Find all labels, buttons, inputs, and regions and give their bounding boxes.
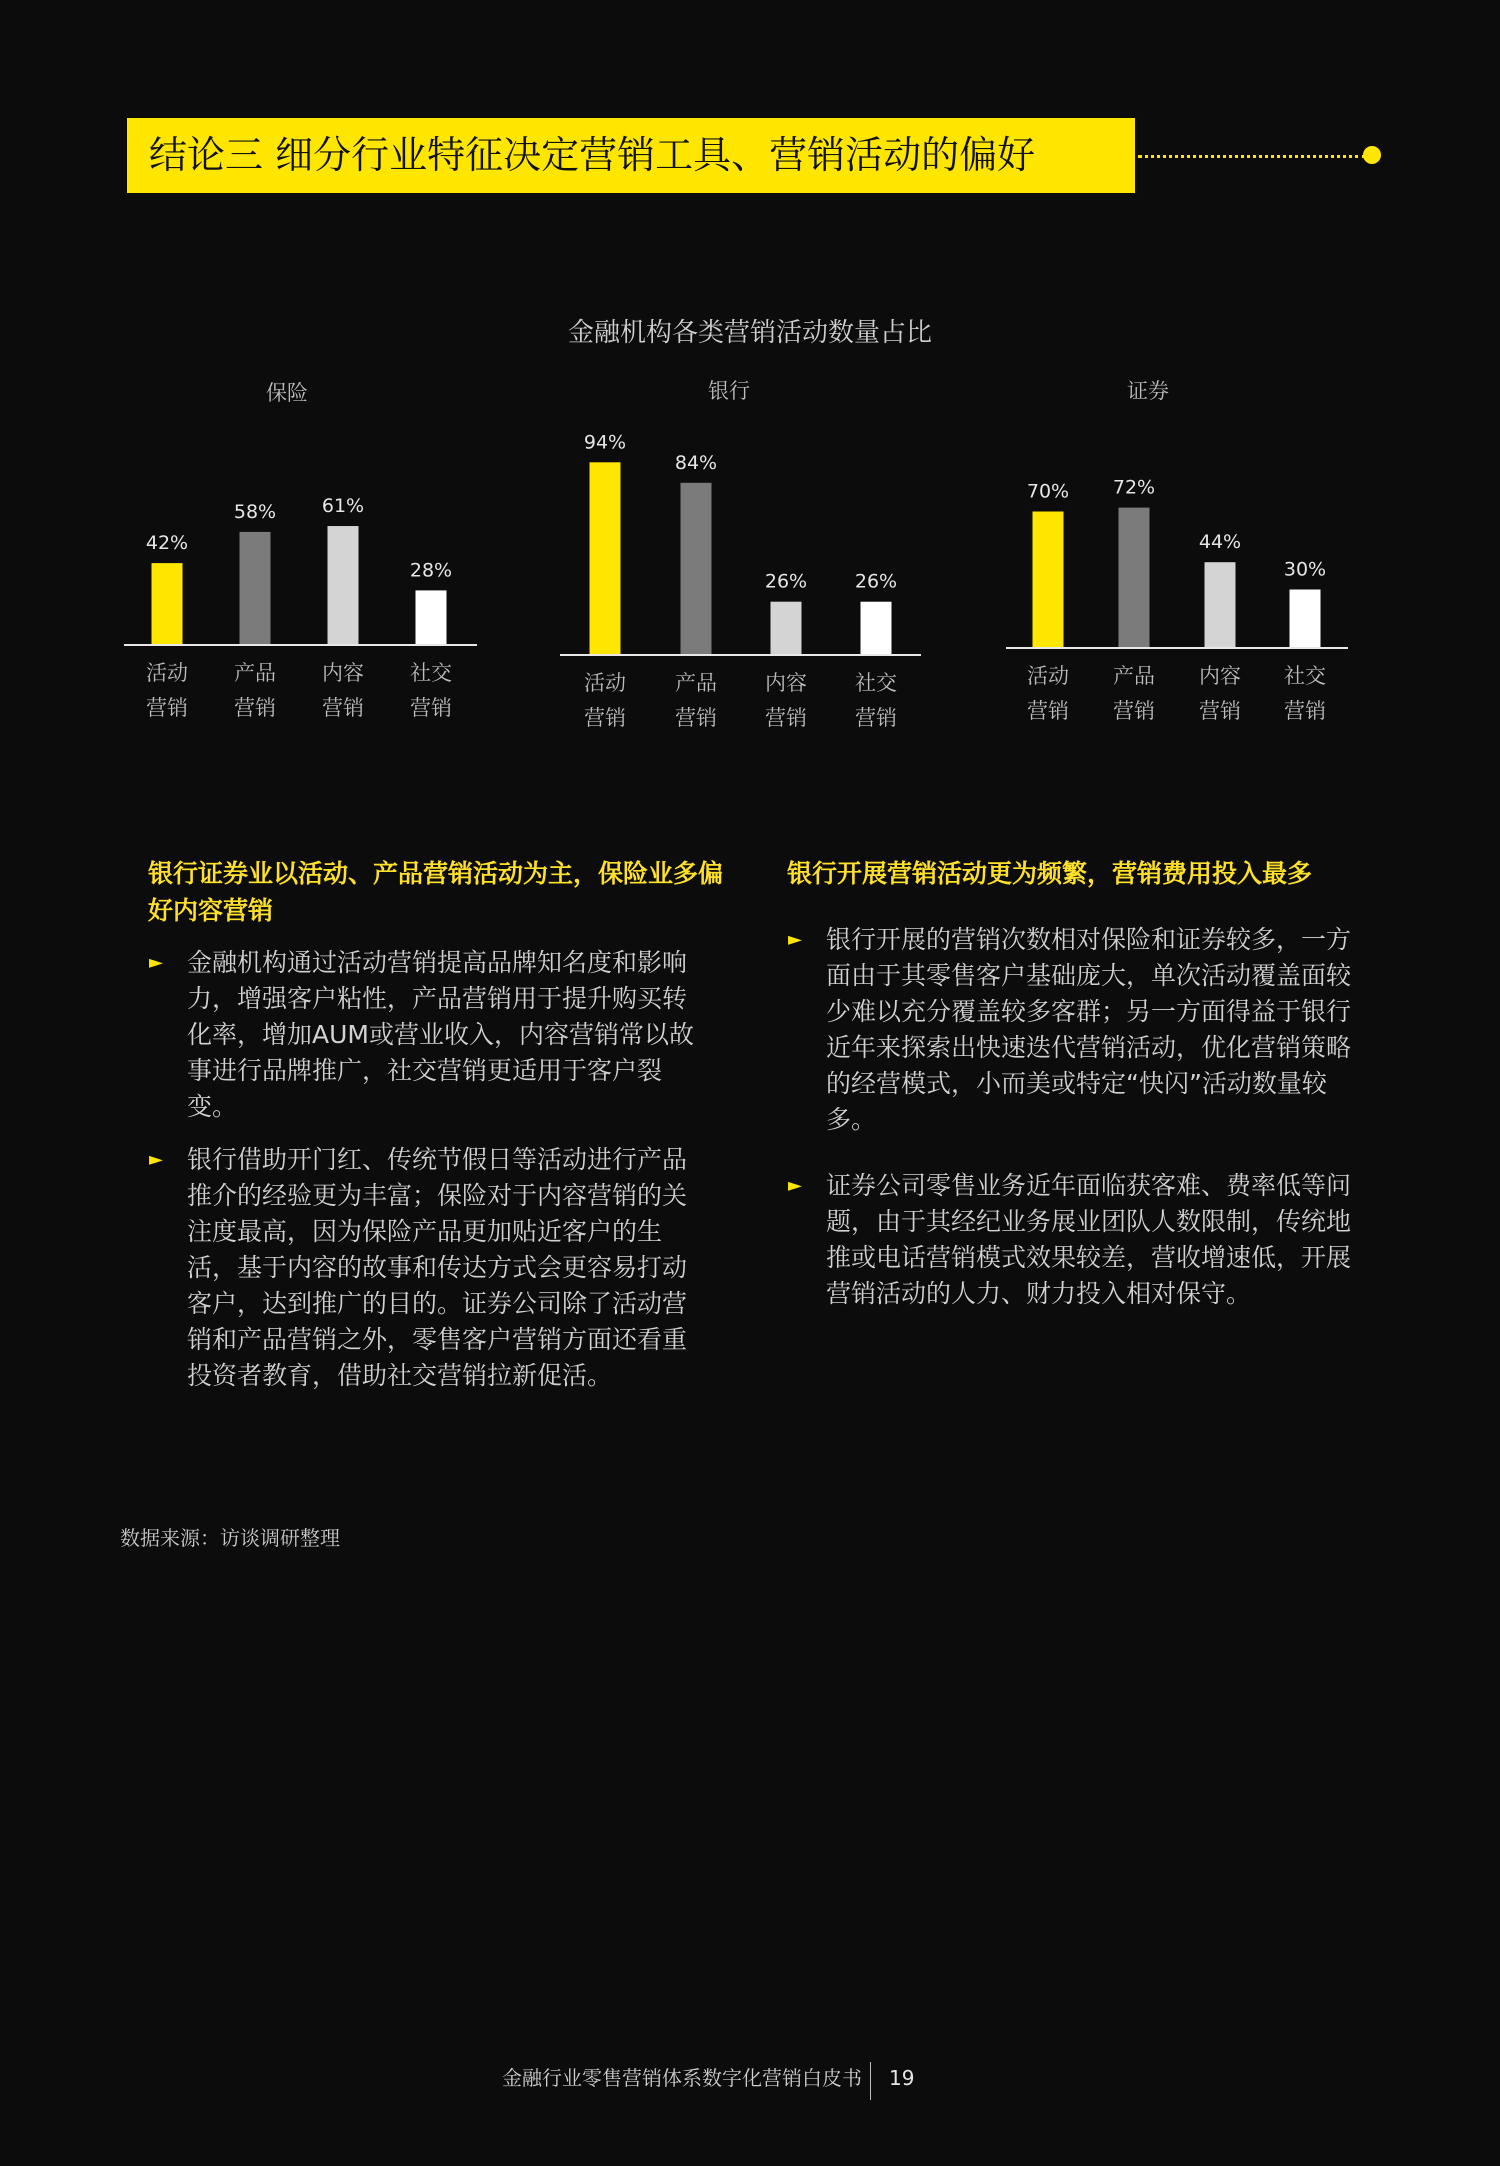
category-label: 社交 (410, 661, 452, 685)
page-number: 19 (889, 2066, 915, 2090)
right-bullet-2 (788, 1168, 1371, 1312)
category-label: 社交 (855, 671, 897, 695)
chart-panel-title-securities: 证券 (1127, 379, 1169, 403)
category-label: 营销 (234, 696, 276, 720)
category-label: 活动 (1027, 664, 1069, 688)
bar-银行-2 (771, 602, 802, 655)
bullet-arrow-icon: ► (788, 929, 802, 950)
right-section-heading: 银行开展营销活动更为频繁，营销费用投入最多 (787, 859, 1313, 888)
data-label: 44% (1198, 531, 1242, 554)
category-label: 营销 (146, 696, 188, 720)
category-label: 活动 (146, 661, 188, 685)
category-label: 营销 (1199, 699, 1241, 723)
bar-保险-2 (328, 526, 359, 645)
data-source: 数据来源：访谈调研整理 (120, 1526, 340, 1550)
left-section-heading: 银行证券业以活动、产品营销活动为主，保险业多偏好内容营销 (148, 859, 724, 925)
category-label: 产品 (1113, 664, 1155, 688)
footer-doc-title: 金融行业零售营销体系数字化营销白皮书 (502, 2066, 862, 2090)
bar-证券-3 (1290, 590, 1321, 649)
left-bullet-2 (149, 1142, 697, 1394)
left-bullet-1 (149, 945, 697, 1125)
category-label: 营销 (1284, 699, 1326, 723)
category-label: 营销 (584, 706, 626, 730)
bullet-arrow-icon: ► (149, 1149, 163, 1170)
category-label: 内容 (322, 661, 364, 685)
right-bullet-1 (788, 922, 1371, 1138)
category-label: 产品 (675, 671, 717, 695)
category-label: 产品 (234, 661, 276, 685)
chart-title: 金融机构各类营销活动数量占比 (567, 318, 932, 348)
category-label: 营销 (1027, 699, 1069, 723)
category-label: 内容 (765, 671, 807, 695)
category-label: 营销 (675, 706, 717, 730)
data-label: 26% (854, 570, 898, 593)
data-label: 30% (1283, 558, 1327, 581)
right-bullet-2-text: 证券公司零售业务近年面临获客难、费率低等问题，由于其经纪业务展业团队人数限制，传统地推或电话营销模式效果较差，营收增速低，开展营销活动的人力、财力投入相对保守。 (826, 1171, 1352, 1308)
bar-保险-0 (152, 563, 183, 645)
category-label: 营销 (765, 706, 807, 730)
category-label: 社交 (1284, 664, 1326, 688)
left-bullet-2-text: 银行借助开门红、传统节假日等活动进行产品推介的经验更为丰富；保险对于内容营销的关注度最高，因为保险产品更加贴近客户的生活，基于内容的故事和传达方式会更容易打动客户，达到推广的目的。证券公司除了活动营销和产品营销之外，零售客户营销方面还看重投资者教育，借助社交营销拉新促活。 (187, 1145, 688, 1390)
bar-charts (0, 0, 1500, 800)
data-label: 28% (409, 559, 453, 582)
left-bullet-1-text: 金融机构通过活动营销提高品牌知名度和影响力，增强客户粘性，产品营销用于提升购买转化率，增加AUM或营业收入，内容营销常以故事进行品牌推广，社交营销更适用于客户裂变。 (187, 948, 694, 1121)
bar-保险-3 (416, 590, 447, 645)
right-bullet-1-text: 银行开展的营销次数相对保险和证券较多，一方面由于其零售客户基础庞大，单次活动覆盖面较少难以充分覆盖较多客群；另一方面得益于银行近年来探索出快速迭代营销活动，优化营销策略的经营模式，小而美或特定“快闪”活动数量较多。 (826, 925, 1352, 1134)
page-footer (0, 2062, 1500, 2094)
bar-证券-1 (1119, 508, 1150, 648)
category-label: 营销 (1113, 699, 1155, 723)
data-label: 61% (321, 495, 365, 518)
footer-separator (870, 2062, 871, 2100)
bar-证券-2 (1205, 562, 1236, 648)
data-label: 72% (1112, 476, 1156, 499)
category-label: 营销 (855, 706, 897, 730)
chart-panel-title-bank: 银行 (708, 379, 750, 403)
category-label: 营销 (410, 696, 452, 720)
chart-panel-title-insurance: 保险 (266, 381, 308, 405)
bullet-arrow-icon: ► (149, 952, 163, 973)
data-label: 70% (1026, 480, 1070, 503)
category-label: 营销 (322, 696, 364, 720)
bar-保险-1 (240, 532, 271, 645)
bar-银行-1 (681, 483, 712, 655)
bar-银行-3 (861, 602, 892, 655)
data-label: 42% (145, 532, 189, 555)
data-label: 58% (233, 500, 277, 523)
bullet-arrow-icon: ► (788, 1175, 802, 1196)
data-label: 84% (674, 451, 718, 474)
data-label: 94% (583, 431, 627, 454)
bar-证券-0 (1033, 512, 1064, 649)
category-label: 内容 (1199, 664, 1241, 688)
category-label: 活动 (584, 671, 626, 695)
data-label: 26% (764, 570, 808, 593)
page-title: 结论三 细分行业特征决定营销工具、营销活动的偏好 (127, 118, 1135, 193)
bar-银行-0 (590, 462, 621, 655)
